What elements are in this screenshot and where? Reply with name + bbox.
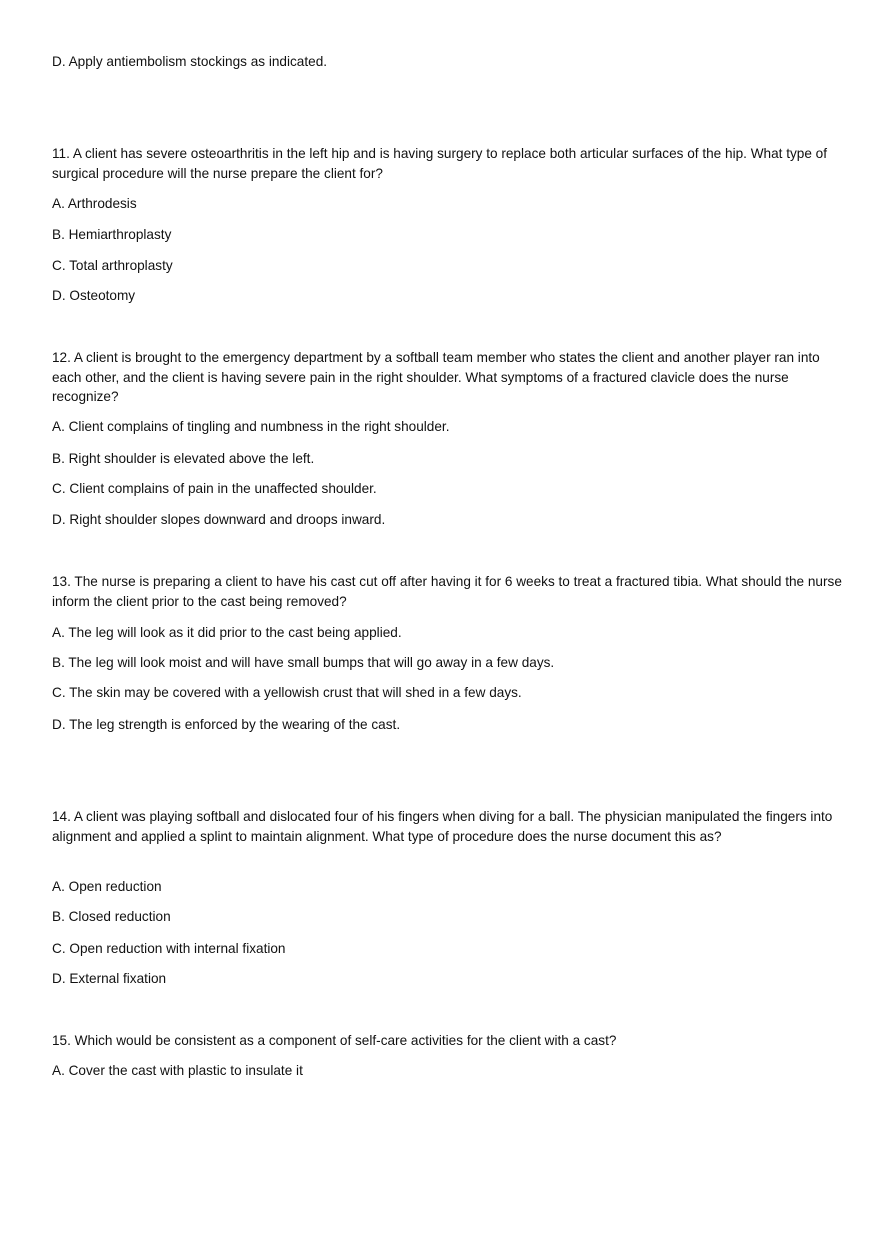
answer-option: A. Arthrodesis: [52, 196, 137, 211]
question-14: 14. A client was playing softball and dislocated four of his fingers when diving for a ball. The physician manipulated the fingers into alignment and applied a splint to maintain alignment. What type of procedure does the nurse document this as?: [52, 809, 833, 844]
answer-option: A. Cover the cast with plastic to insulate it: [52, 1063, 303, 1078]
answer-option: D. The leg strength is enforced by the wearing of the cast.: [52, 717, 401, 732]
answer-option: D. Right shoulder slopes downward and droops inward.: [52, 512, 386, 527]
answer-option: B. Hemiarthroplasty: [52, 227, 172, 242]
question-12: 12. A client is brought to the emergency department by a softball team member who states the client and another player ran into each other, and the client is having severe pain in the right shoulder. What symptoms of a fractured clavicle does the nurse recognize?: [52, 350, 820, 404]
answer-option: B. Right shoulder is elevated above the left.: [52, 451, 315, 466]
question-15: 15. Which would be consistent as a component of self-care activities for the client with a cast?: [52, 1033, 617, 1048]
answer-option: C. Total arthroplasty: [52, 258, 173, 273]
answer-option: D. Osteotomy: [52, 288, 136, 303]
question-11: 11. A client has severe osteoarthritis in the left hip and is having surgery to replace both articular surfaces of the hip. What type of surgical procedure will the nurse prepare the client for?: [52, 146, 828, 181]
answer-option: C. Open reduction with internal fixation: [52, 941, 286, 956]
answer-option: C. The skin may be covered with a yellowish crust that will shed in a few days.: [52, 685, 522, 700]
answer-option: A. The leg will look as it did prior to the cast being applied.: [52, 625, 402, 640]
question-13: 13. The nurse is preparing a client to have his cast cut off after having it for 6 weeks to treat a fractured tibia. What should the nurse inform the client prior to the cast being removed?: [52, 574, 842, 609]
answer-option: C. Client complains of pain in the unaffected shoulder.: [52, 481, 377, 496]
answer-option: D. External fixation: [52, 971, 167, 986]
answer-option: D. Apply antiembolism stockings as indicated.: [52, 54, 328, 69]
answer-option: B. The leg will look moist and will have small bumps that will go away in a few days.: [52, 655, 555, 670]
answer-option: A. Client complains of tingling and numbness in the right shoulder.: [52, 419, 450, 434]
answer-option: B. Closed reduction: [52, 909, 171, 924]
answer-option: A. Open reduction: [52, 879, 162, 894]
